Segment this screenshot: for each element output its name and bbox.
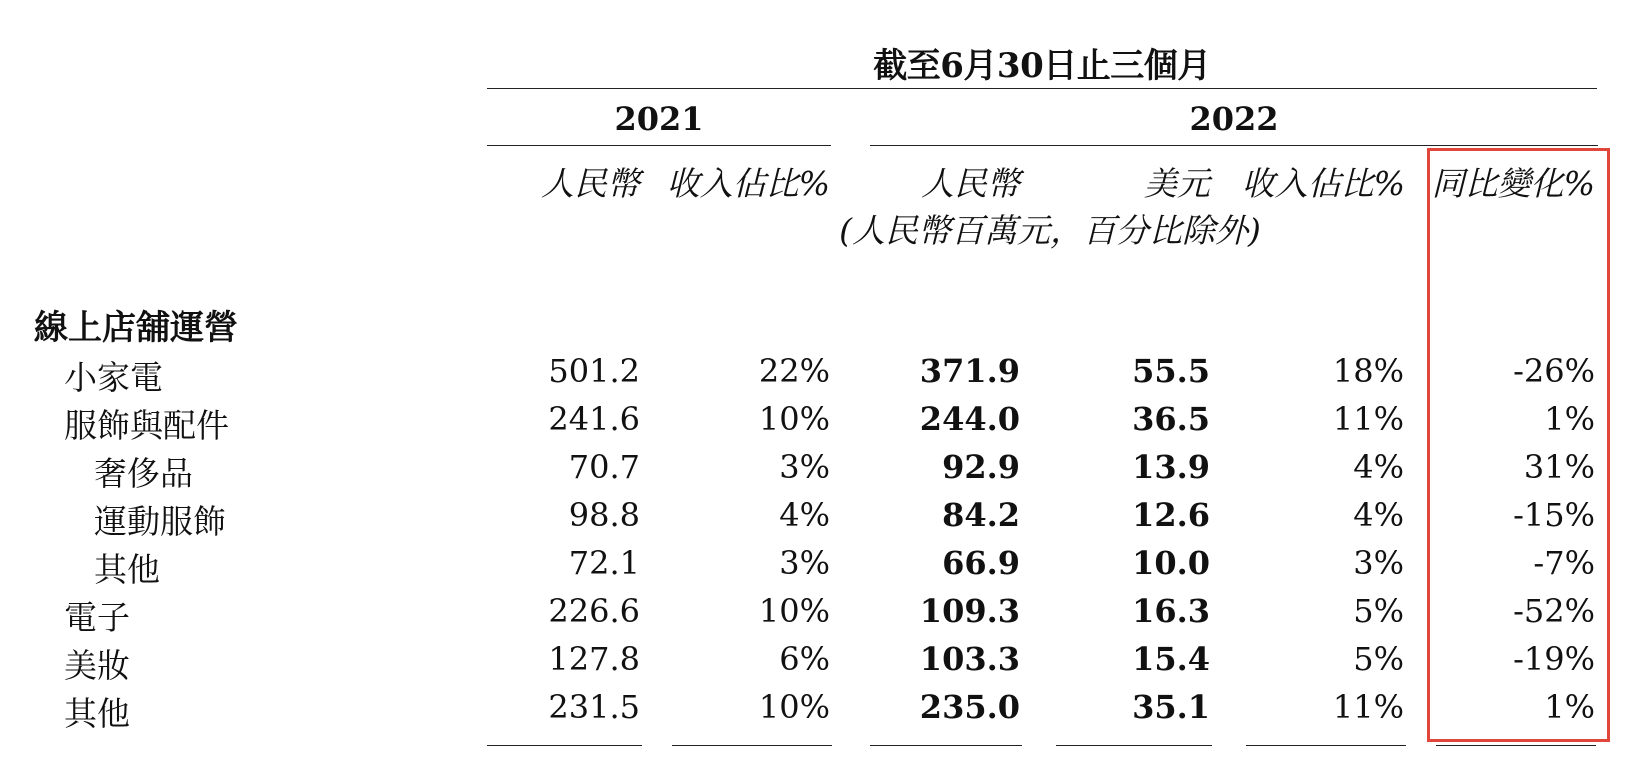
cell-rmb-2021: 231.5 <box>548 688 640 726</box>
cell-usd-2022: 12.6 <box>1132 496 1210 534</box>
cell-share-2021: 4% <box>779 496 830 534</box>
year-2022-heading: 2022 <box>1189 100 1279 138</box>
cell-share-2022: 4% <box>1353 448 1404 486</box>
bottom-rule-share-2022 <box>1246 745 1406 746</box>
year-2021-heading: 2021 <box>614 100 704 138</box>
cell-share-2022: 11% <box>1332 688 1404 726</box>
cell-rmb-2022: 92.9 <box>942 448 1020 486</box>
cell-share-2021: 6% <box>779 640 830 678</box>
yoy-column-highlight-box <box>1427 148 1610 742</box>
cell-rmb-2022: 235.0 <box>919 688 1020 726</box>
col-header-rmb-2022: 人民幣 <box>921 164 1020 203</box>
cell-share-2022: 11% <box>1332 400 1404 438</box>
cell-usd-2022: 16.3 <box>1132 592 1210 630</box>
table-row <box>0 544 1652 592</box>
cell-share-2021: 10% <box>758 400 830 438</box>
table-row <box>0 688 1652 736</box>
year-2022-rule <box>870 145 1598 146</box>
cell-share-2021: 3% <box>779 544 830 582</box>
cell-yoy: -26% <box>1513 352 1595 390</box>
cell-rmb-2022: 66.9 <box>942 544 1020 582</box>
table-row <box>0 592 1652 640</box>
cell-usd-2022: 15.4 <box>1132 640 1210 678</box>
row-label: 運動服飾 <box>94 502 226 541</box>
cell-usd-2022: 55.5 <box>1132 352 1210 390</box>
col-header-share-2021: 收入佔比% <box>666 164 830 203</box>
col-header-share-2022: 收入佔比% <box>1241 164 1405 203</box>
row-label: 其他 <box>64 694 130 733</box>
year-2021-rule <box>487 145 831 146</box>
section-title: 線上店舖運營 <box>34 308 238 348</box>
cell-share-2021: 10% <box>758 592 830 630</box>
cell-yoy: 1% <box>1544 688 1595 726</box>
cell-yoy: -7% <box>1533 544 1595 582</box>
cell-share-2022: 5% <box>1353 640 1404 678</box>
cell-usd-2022: 36.5 <box>1132 400 1210 438</box>
cell-rmb-2022: 244.0 <box>919 400 1020 438</box>
row-label: 電子 <box>64 598 130 637</box>
cell-rmb-2021: 241.6 <box>548 400 640 438</box>
cell-rmb-2022: 109.3 <box>919 592 1020 630</box>
bottom-rule-rmb-2022 <box>870 745 1022 746</box>
cell-share-2022: 5% <box>1353 592 1404 630</box>
col-header-rmb-2021: 人民幣 <box>541 164 640 203</box>
cell-usd-2022: 35.1 <box>1132 688 1210 726</box>
bottom-rule-share-2021 <box>672 745 832 746</box>
bottom-rule-usd-2022 <box>1056 745 1212 746</box>
cell-share-2022: 4% <box>1353 496 1404 534</box>
bottom-rule-rmb-2021 <box>487 745 642 746</box>
cell-rmb-2022: 371.9 <box>919 352 1020 390</box>
cell-share-2022: 3% <box>1353 544 1404 582</box>
period-rule <box>487 88 1597 89</box>
cell-rmb-2022: 103.3 <box>919 640 1020 678</box>
cell-rmb-2021: 70.7 <box>568 448 640 486</box>
cell-share-2021: 3% <box>779 448 830 486</box>
col-header-yoy: 同比變化% <box>1431 164 1595 203</box>
cell-usd-2022: 13.9 <box>1132 448 1210 486</box>
cell-rmb-2021: 226.6 <box>548 592 640 630</box>
row-label: 美妝 <box>64 646 130 685</box>
cell-yoy: 1% <box>1544 400 1595 438</box>
cell-share-2021: 22% <box>758 352 830 390</box>
unit-note: (人民幣百萬元，百分比除外) <box>839 211 1261 250</box>
cell-share-2022: 18% <box>1332 352 1404 390</box>
cell-rmb-2021: 501.2 <box>548 352 640 390</box>
period-heading: 截至6月30日止三個月 <box>873 46 1211 86</box>
cell-share-2021: 10% <box>758 688 830 726</box>
cell-rmb-2021: 98.8 <box>568 496 640 534</box>
cell-rmb-2021: 127.8 <box>548 640 640 678</box>
table-row <box>0 352 1652 400</box>
table-row <box>0 640 1652 688</box>
table-row <box>0 496 1652 544</box>
cell-rmb-2021: 72.1 <box>568 544 640 582</box>
col-header-usd-2022: 美元 <box>1144 164 1210 203</box>
row-label: 其他 <box>94 550 160 589</box>
cell-yoy: 31% <box>1523 448 1595 486</box>
bottom-rule-yoy <box>1436 745 1596 746</box>
row-label: 小家電 <box>64 358 163 397</box>
cell-yoy: -52% <box>1513 592 1595 630</box>
cell-yoy: -15% <box>1513 496 1595 534</box>
cell-usd-2022: 10.0 <box>1132 544 1210 582</box>
row-label: 奢侈品 <box>94 454 193 493</box>
table-row <box>0 400 1652 448</box>
table-row <box>0 448 1652 496</box>
cell-yoy: -19% <box>1513 640 1595 678</box>
row-label: 服飾與配件 <box>64 406 229 445</box>
cell-rmb-2022: 84.2 <box>942 496 1020 534</box>
